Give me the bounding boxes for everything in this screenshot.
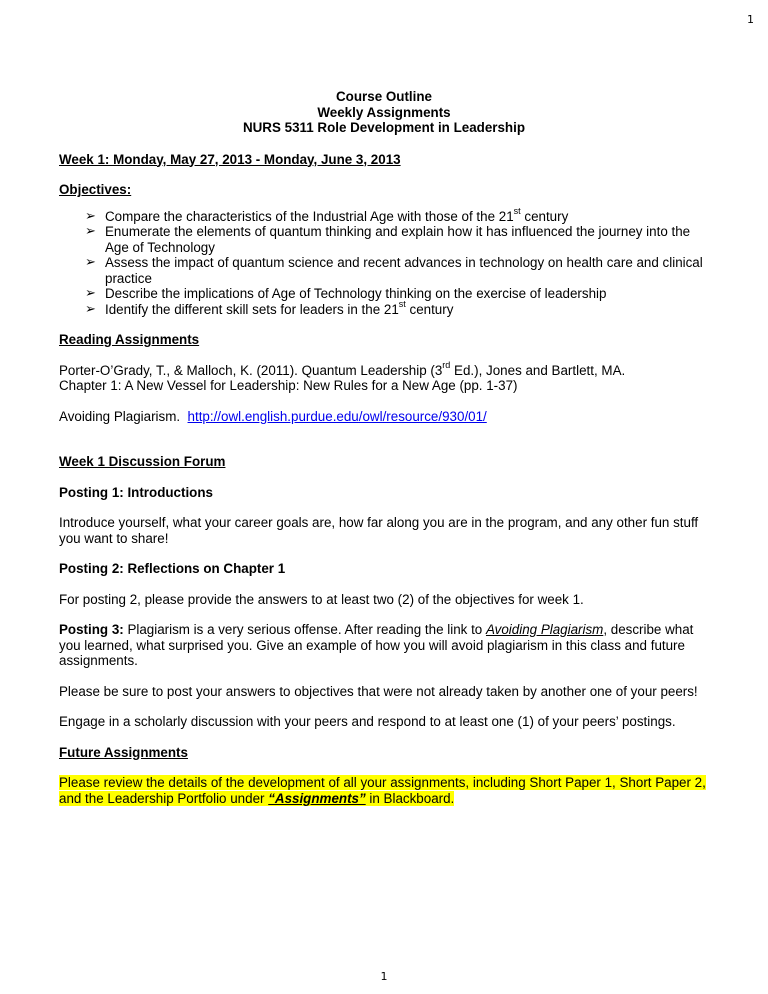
objectives-list bbox=[59, 206, 709, 318]
plagiarism-resource bbox=[59, 409, 709, 425]
note-peers: Please be sure to post your answers to objectives that were not already taken by another one of your peers! bbox=[59, 683, 698, 699]
reading-heading: Reading Assignments bbox=[59, 332, 200, 347]
document-title bbox=[59, 89, 709, 136]
title-line-course-name: NURS 5311 Role Development in Leadership bbox=[242, 120, 526, 135]
posting3-body: Posting 3: Plagiarism is a very serious offense. After reading the link to Avoiding Plagiarism, describe what you learned, what surprised you. Give an example of how you will avoid plagiarism in this class and future assignments. bbox=[59, 622, 694, 668]
posting1-title: Posting 1: Introductions bbox=[59, 484, 213, 500]
plagiarism-label: Avoiding Plagiarism. bbox=[59, 408, 181, 424]
plagiarism-link[interactable]: http://owl.english.purdue.edu/owl/resource/930/01/ bbox=[187, 408, 487, 424]
note-engage: Engage in a scholarly discussion with your peers and respond to at least one (1) of your peers’ postings. bbox=[59, 714, 676, 729]
objective-item: ➢ Enumerate the elements of quantum thinking and explain how it has influenced the journey into the Age of Technology bbox=[85, 224, 709, 255]
future-assignments-text: Please review the details of the development of all your assignments, including Short Paper 1, Short Paper 2, and the Leadership Portfolio under “Assignments” in Blackboard. bbox=[59, 775, 706, 806]
future-heading: Future Assignments bbox=[59, 744, 188, 760]
document-body bbox=[59, 89, 709, 806]
header-page-number: 1 bbox=[747, 13, 754, 26]
footer-page-number: 1 bbox=[380, 970, 388, 983]
forum-heading: Week 1 Discussion Forum bbox=[59, 454, 226, 469]
week-heading: Week 1: Monday, May 27, 2013 - Monday, June 3, 2013 bbox=[59, 151, 401, 167]
title-line-course-outline: Course Outline bbox=[336, 89, 432, 104]
reading-citation: Porter-O’Grady, T., & Malloch, K. (2011). Quantum Leadership (3rd Ed.), Jones and Bartlett, MA. bbox=[59, 360, 626, 378]
posting3-label: Posting 3: bbox=[59, 622, 124, 637]
posting1-body: Introduce yourself, what your career goals are, how far along you are in the program, and any other fun stuff you want to share! bbox=[59, 515, 699, 546]
objective-item: ➢ Identify the different skill sets for leaders in the 21st century bbox=[85, 302, 709, 318]
reading-chapter: Chapter 1: A New Vessel for Leadership: New Rules for a New Age (pp. 1-37) bbox=[59, 378, 518, 393]
posting3-link-text: Avoiding Plagiarism bbox=[485, 622, 604, 637]
title-line-weekly-assignments: Weekly Assignments bbox=[317, 104, 451, 120]
objectives-heading: Objectives: bbox=[59, 182, 132, 197]
assignments-emphasis: “Assignments” bbox=[268, 790, 366, 806]
objective-item: ➢ Compare the characteristics of the Industrial Age with those of the 21st century bbox=[85, 209, 709, 225]
posting2-title: Posting 2: Reflections on Chapter 1 bbox=[59, 561, 286, 576]
objective-item: ➢ Describe the implications of Age of Technology thinking on the exercise of leadership bbox=[85, 286, 709, 302]
objective-item: ➢ Assess the impact of quantum science and recent advances in technology on health care and clinical practice bbox=[85, 255, 709, 286]
posting2-body: For posting 2, please provide the answers to at least two (2) of the objectives for week 1. bbox=[59, 591, 584, 607]
